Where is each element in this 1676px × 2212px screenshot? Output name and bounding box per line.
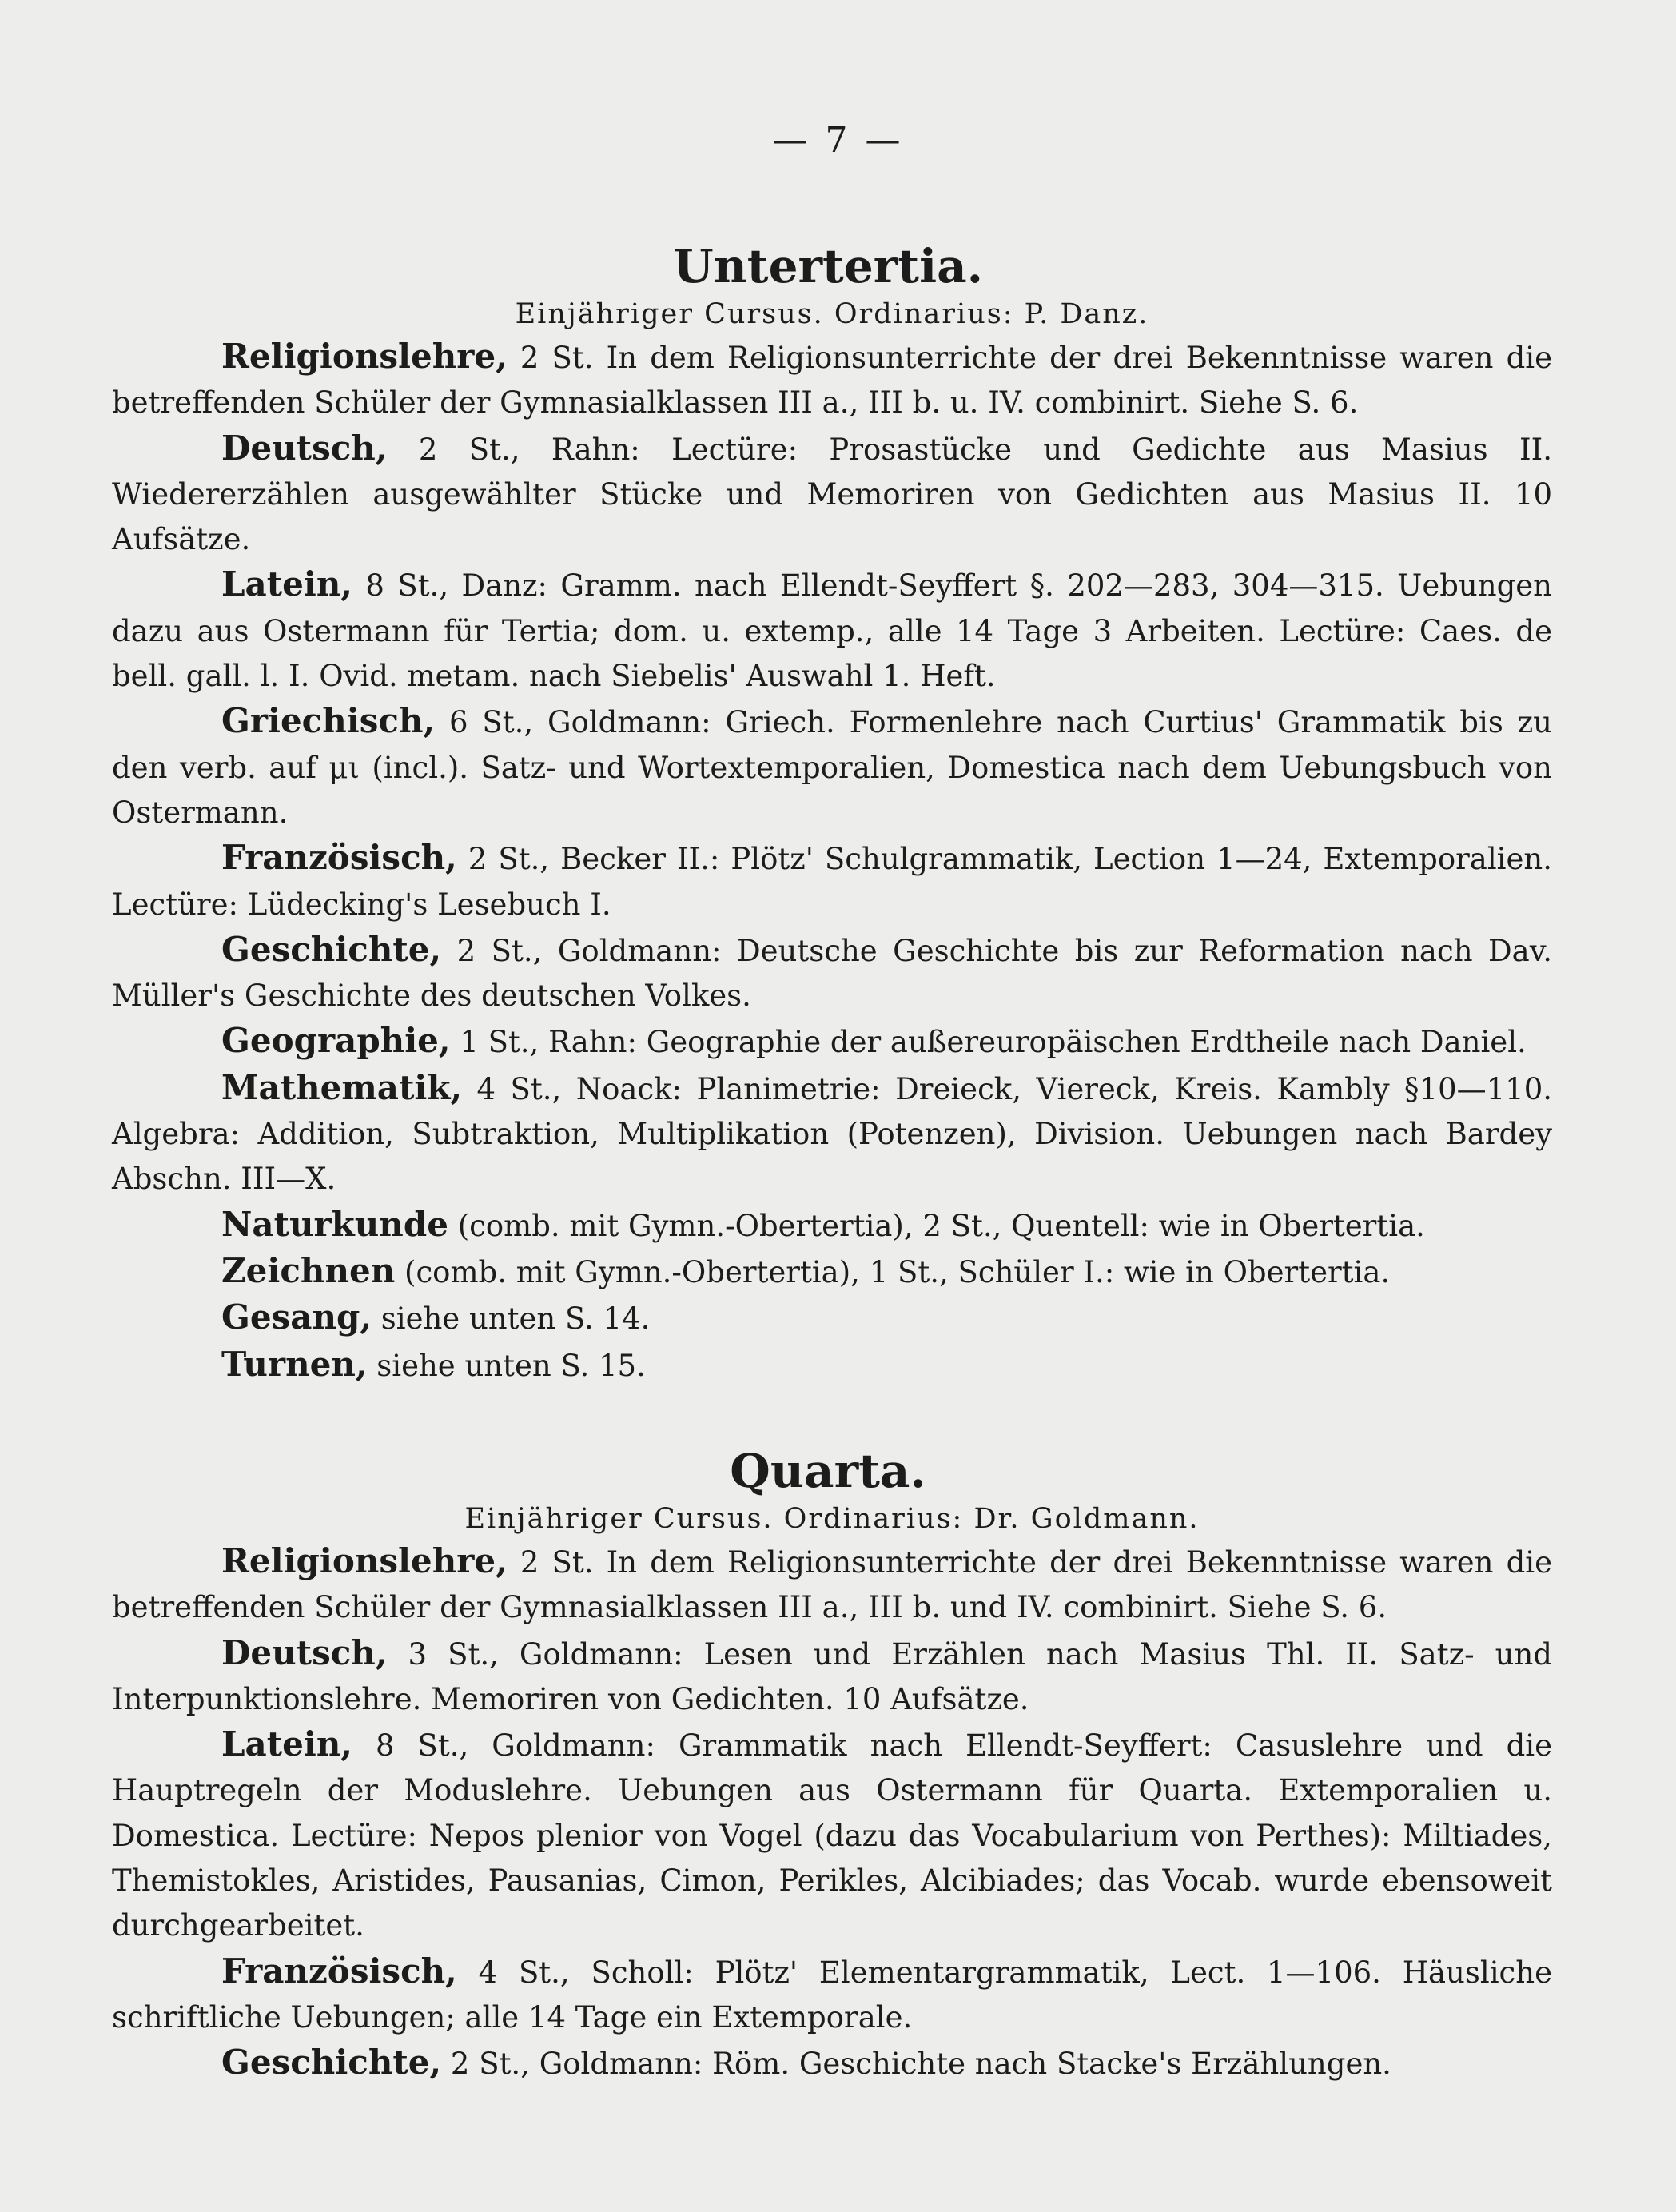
subject-label: Turnen, bbox=[221, 1344, 368, 1384]
entry-deutsch bbox=[112, 426, 1552, 563]
section-title: Untertertia. bbox=[673, 239, 983, 293]
subject-label: Griechisch, bbox=[221, 701, 436, 741]
entry-text: 4 St., Scholl: Plötz' Elementargrammatik, Lect. 1—106. Häusliche schriftliche Uebungen; alle 14 Tage ein Extemporale. bbox=[112, 1955, 1552, 2035]
entry-text: 4 St., Noack: Planimetrie: Dreieck, Viereck, Kreis. Kambly §10—110. Algebra: Addition, Subtraktion, Multiplikation (Potenzen), Division. Uebungen nach Bardey Abschn. III—X. bbox=[112, 1071, 1552, 1197]
entry-naturkunde bbox=[112, 1202, 1552, 1249]
entry-mathematik bbox=[112, 1066, 1552, 1202]
entry-religionslehre bbox=[112, 1539, 1552, 1631]
entry-text: siehe unten S. 15. bbox=[367, 1348, 646, 1383]
subject-label: Religionslehre, bbox=[221, 337, 508, 376]
section-subtitle: Einjähriger Cursus. Ordinarius: P. Danz. bbox=[515, 298, 1149, 330]
entry-text: siehe unten S. 14. bbox=[371, 1301, 651, 1337]
subject-label: Deutsch, bbox=[221, 428, 388, 468]
entry-text: 2 St., Goldmann: Röm. Geschichte nach Stacke's Erzählungen. bbox=[441, 2047, 1391, 2082]
subject-label: Latein, bbox=[221, 1724, 352, 1764]
entry-list bbox=[112, 1539, 1552, 2087]
entry-franzoesisch bbox=[112, 835, 1552, 927]
section-untertertia bbox=[112, 238, 1552, 1389]
entry-deutsch bbox=[112, 1631, 1552, 1723]
entry-text: 1 St., Rahn: Geographie der außereuropäischen Erdtheile nach Daniel. bbox=[450, 1025, 1527, 1060]
subject-label: Naturkunde bbox=[221, 1204, 448, 1244]
entry-latein bbox=[112, 562, 1552, 699]
entry-geographie bbox=[112, 1018, 1552, 1065]
subject-label: Geographie, bbox=[221, 1021, 451, 1061]
entry-griechisch bbox=[112, 699, 1552, 835]
entry-text: 6 St., Goldmann: Griech. Formenlehre nach Curtius' Grammatik bis zu den verb. auf μι (incl.). Satz- und Wortextemporalien, Domestica nach dem Uebungsbuch von Ostermann. bbox=[112, 705, 1552, 830]
entry-geschichte bbox=[112, 2040, 1552, 2086]
entry-turnen bbox=[112, 1342, 1552, 1389]
entry-zeichnen bbox=[112, 1249, 1552, 1295]
subject-label: Mathematik, bbox=[221, 1067, 463, 1107]
entry-geschichte bbox=[112, 927, 1552, 1019]
subject-label: Französisch, bbox=[221, 838, 457, 878]
entry-text: 8 St., Danz: Gramm. nach Ellendt-Seyffert §. 202—283, 304—315. Uebungen dazu aus Ostermann für Tertia; dom. u. extemp., alle 14 Tage 3 Arbeiten. Lectüre: Caes. de bell. gall. l. I. Ovid. metam. nach Siebelis' Auswahl 1. Heft. bbox=[112, 568, 1552, 694]
entry-religionslehre bbox=[112, 334, 1552, 426]
entry-text: 3 St., Goldmann: Lesen und Erzählen nach Masius Thl. II. Satz- und Interpunktionslehre. Memoriren von Gedichten. 10 Aufsätze. bbox=[112, 1636, 1552, 1716]
entry-latein bbox=[112, 1722, 1552, 1948]
entry-text: 2 St. In dem Religionsunterrichte der drei Bekenntnisse waren die betreffenden Schüler der Gymnasialklassen III a., III b. u. IV. combinirt. Siehe S. 6. bbox=[112, 341, 1552, 420]
entry-franzoesisch bbox=[112, 1949, 1552, 2041]
entry-text: 2 St. In dem Religionsunterrichte der drei Bekenntnisse waren die betreffenden Schüler der Gymnasialklassen III a., III b. und IV. combinirt. Siehe S. 6. bbox=[112, 1545, 1552, 1625]
subject-label: Geschichte, bbox=[221, 2043, 442, 2082]
subject-label: Religionslehre, bbox=[221, 1541, 508, 1580]
page-number: — 7 — bbox=[772, 120, 904, 161]
entry-text: (comb. mit Gymn.-Obertertia), 1 St., Schüler I.: wie in Obertertia. bbox=[395, 1254, 1391, 1289]
section-subtitle: Einjähriger Cursus. Ordinarius: Dr. Goldmann. bbox=[464, 1503, 1200, 1535]
subject-label: Gesang, bbox=[221, 1297, 372, 1337]
entry-text: (comb. mit Gymn.-Obertertia), 2 St., Quentell: wie in Obertertia. bbox=[448, 1208, 1425, 1243]
section-title: Quarta. bbox=[730, 1444, 926, 1498]
entry-text: 8 St., Goldmann: Grammatik nach Ellendt-Seyffert: Casuslehre und die Hauptregeln der Moduslehre. Uebungen aus Ostermann für Quarta. Extemporalien u. Domestica. Lectüre: Nepos plenior von Vogel (dazu das Vocabularium von Perthes): Miltiades, Themistokles, Aristides, Pausanias, Cimon, Perikles, Alcibiades; das Vocab. wurde ebensoweit durchgearbeitet. bbox=[112, 1728, 1552, 1943]
entry-text: 2 St., Rahn: Lectüre: Prosastücke und Gedichte aus Masius II. Wiedererzählen ausgewählter Stücke und Memoriren von Gedichten aus Masius II. 10 Aufsätze. bbox=[112, 432, 1552, 557]
subject-label: Geschichte, bbox=[221, 929, 442, 969]
subject-label: Latein, bbox=[221, 564, 352, 604]
section-quarta bbox=[112, 1443, 1552, 2087]
subject-label: Zeichnen bbox=[221, 1250, 396, 1290]
entry-list bbox=[112, 334, 1552, 1389]
entry-text: 2 St., Becker II.: Plötz' Schulgrammatik, Lection 1—24, Extemporalien. Lectüre: Lüdecking's Lesebuch I. bbox=[112, 842, 1552, 922]
subject-label: Deutsch, bbox=[221, 1632, 388, 1672]
entry-text: 2 St., Goldmann: Deutsche Geschichte bis zur Reformation nach Dav. Müller's Geschichte des deutschen Volkes. bbox=[112, 933, 1552, 1014]
subject-label: Französisch, bbox=[221, 1951, 457, 1991]
entry-gesang bbox=[112, 1295, 1552, 1341]
